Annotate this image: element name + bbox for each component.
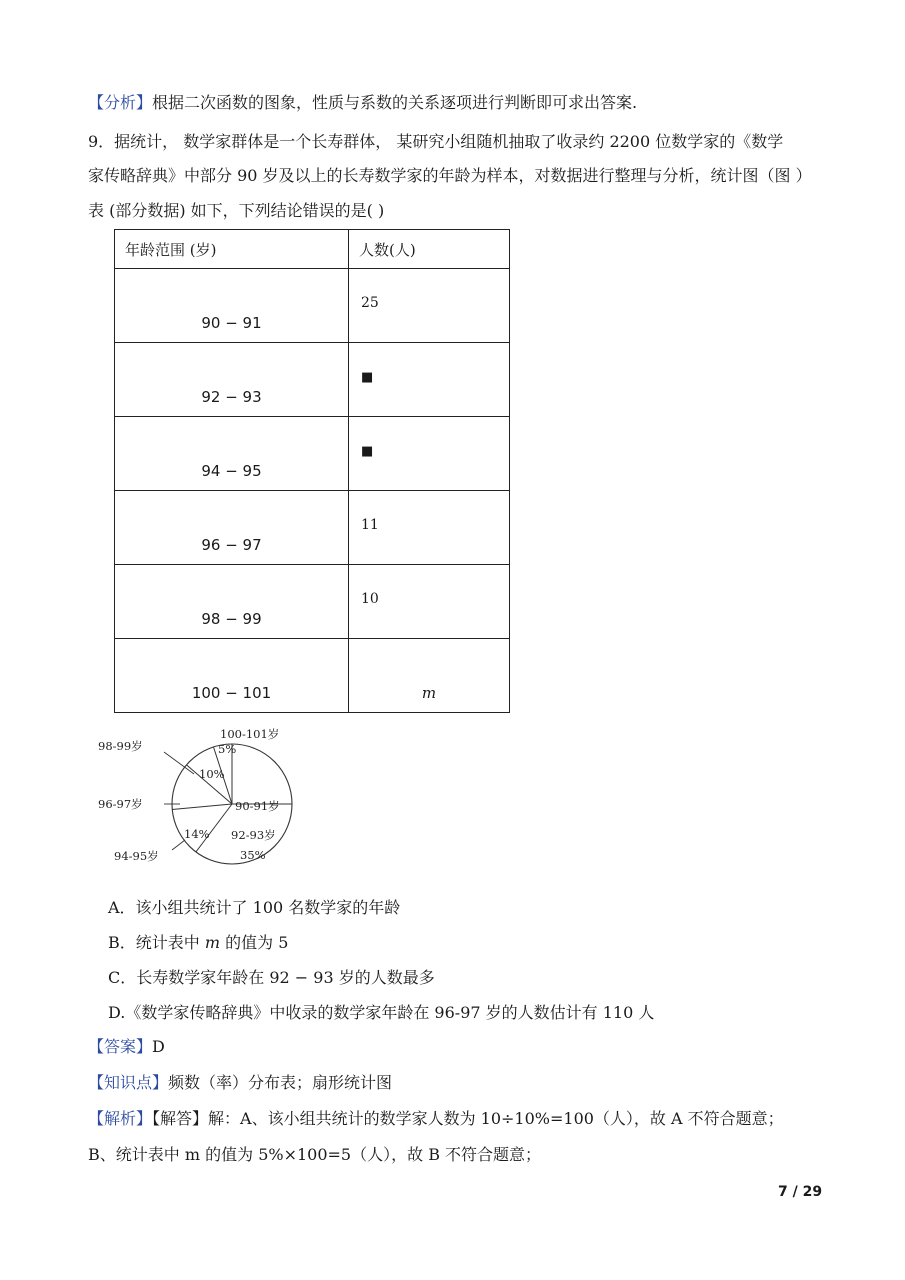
option-b-variable: m [204, 933, 221, 952]
row-range: 100 − 101 [191, 684, 272, 702]
knowledge-text: 频数（率）分布表；扇形统计图 [168, 1073, 393, 1092]
pie-chart [100, 722, 310, 876]
answer-label: 【答案】 [88, 1037, 153, 1056]
row-range: 90 − 91 [201, 314, 262, 332]
leader-line [164, 752, 194, 774]
table-row [115, 565, 510, 639]
solution-line-2: B、统计表中 m 的值为 5%×100=5（人），故 B 不符合题意； [88, 1145, 542, 1164]
table-row [115, 639, 510, 713]
solution-label: 【解析】 [88, 1109, 153, 1128]
frequency-table [114, 229, 510, 713]
knowledge-line [88, 1073, 392, 1093]
slice-pct-92-93: 35% [240, 848, 266, 862]
solution-text-1: 【解答】解：A、该小组共统计的数学家人数为 10÷10%=100（人），故 A 不符合题意； [152, 1109, 784, 1128]
row-range: 96 − 97 [201, 536, 262, 554]
option-c: C．长寿数学家年龄在 92 − 93 岁的人数最多 [108, 968, 435, 987]
analysis-line [88, 93, 637, 113]
slice-label-96-97: 96-97岁 [98, 797, 143, 811]
header-age-range: 年龄范围 (岁) [115, 230, 349, 269]
solution-line-1 [88, 1109, 784, 1129]
question-line-1: 9．据统计， 数学家群体是一个长寿群体， 某研究小组随机抽取了收录约 2200 位数学家的《数学 [88, 132, 784, 151]
slice-label-90-91: 90-91岁 [235, 799, 280, 813]
question-line-3: 表 (部分数据) 如下，下列结论错误的是( ) [88, 201, 385, 220]
table-header-row [115, 230, 510, 269]
option-b [108, 930, 288, 953]
row-count-variable: m [421, 684, 437, 702]
row-count: 10 [361, 591, 379, 607]
slice-label-100-101: 100-101岁 [220, 727, 280, 741]
table-row [115, 417, 510, 491]
analysis-label: 【分析】 [88, 93, 153, 112]
pie-chart-svg [100, 722, 310, 872]
slice-pct-100-101: 5% [218, 742, 237, 756]
slice-pct-94-95: 14% [184, 827, 210, 841]
row-range: 98 − 99 [201, 610, 262, 628]
table-row [115, 343, 510, 417]
pie-divider [172, 804, 232, 810]
slice-pct-98-99: 10% [199, 767, 225, 781]
analysis-text: 根据二次函数的图象，性质与系数的关系逐项进行判断即可求出答案. [152, 93, 638, 112]
question-line-2: 家传略辞典》中部分 90 岁及以上的长寿数学家的年龄为样本，对数据进行整理与分析，统计图（图 ） [88, 166, 812, 185]
page-number: 7 / 29 [778, 1184, 823, 1200]
row-count: 25 [361, 295, 379, 311]
option-d: D.《数学家传略辞典》中收录的数学家年龄在 96-97 岁的人数估计有 110 人 [108, 1003, 655, 1022]
leader-line [172, 840, 185, 850]
answer-text: D [152, 1037, 165, 1056]
row-count: 11 [361, 517, 379, 533]
knowledge-label: 【知识点】 [88, 1073, 169, 1092]
row-range: 94 − 95 [201, 462, 262, 480]
slice-label-94-95: 94-95岁 [114, 849, 159, 863]
table-row [115, 491, 510, 565]
slice-label-98-99: 98-99岁 [98, 739, 143, 753]
slice-label-92-93: 92-93岁 [231, 828, 276, 842]
row-count-hidden: ■ [361, 370, 374, 385]
header-count: 人数(人) [349, 230, 510, 269]
table-row [115, 269, 510, 343]
option-b-suffix: 的值为 5 [220, 933, 289, 952]
row-range: 92 − 93 [201, 388, 262, 406]
answer-line [88, 1037, 165, 1057]
option-a: A．该小组共统计了 100 名数学家的年龄 [108, 898, 401, 917]
option-b-prefix: B．统计表中 [108, 933, 205, 952]
row-count-hidden: ■ [361, 444, 374, 459]
